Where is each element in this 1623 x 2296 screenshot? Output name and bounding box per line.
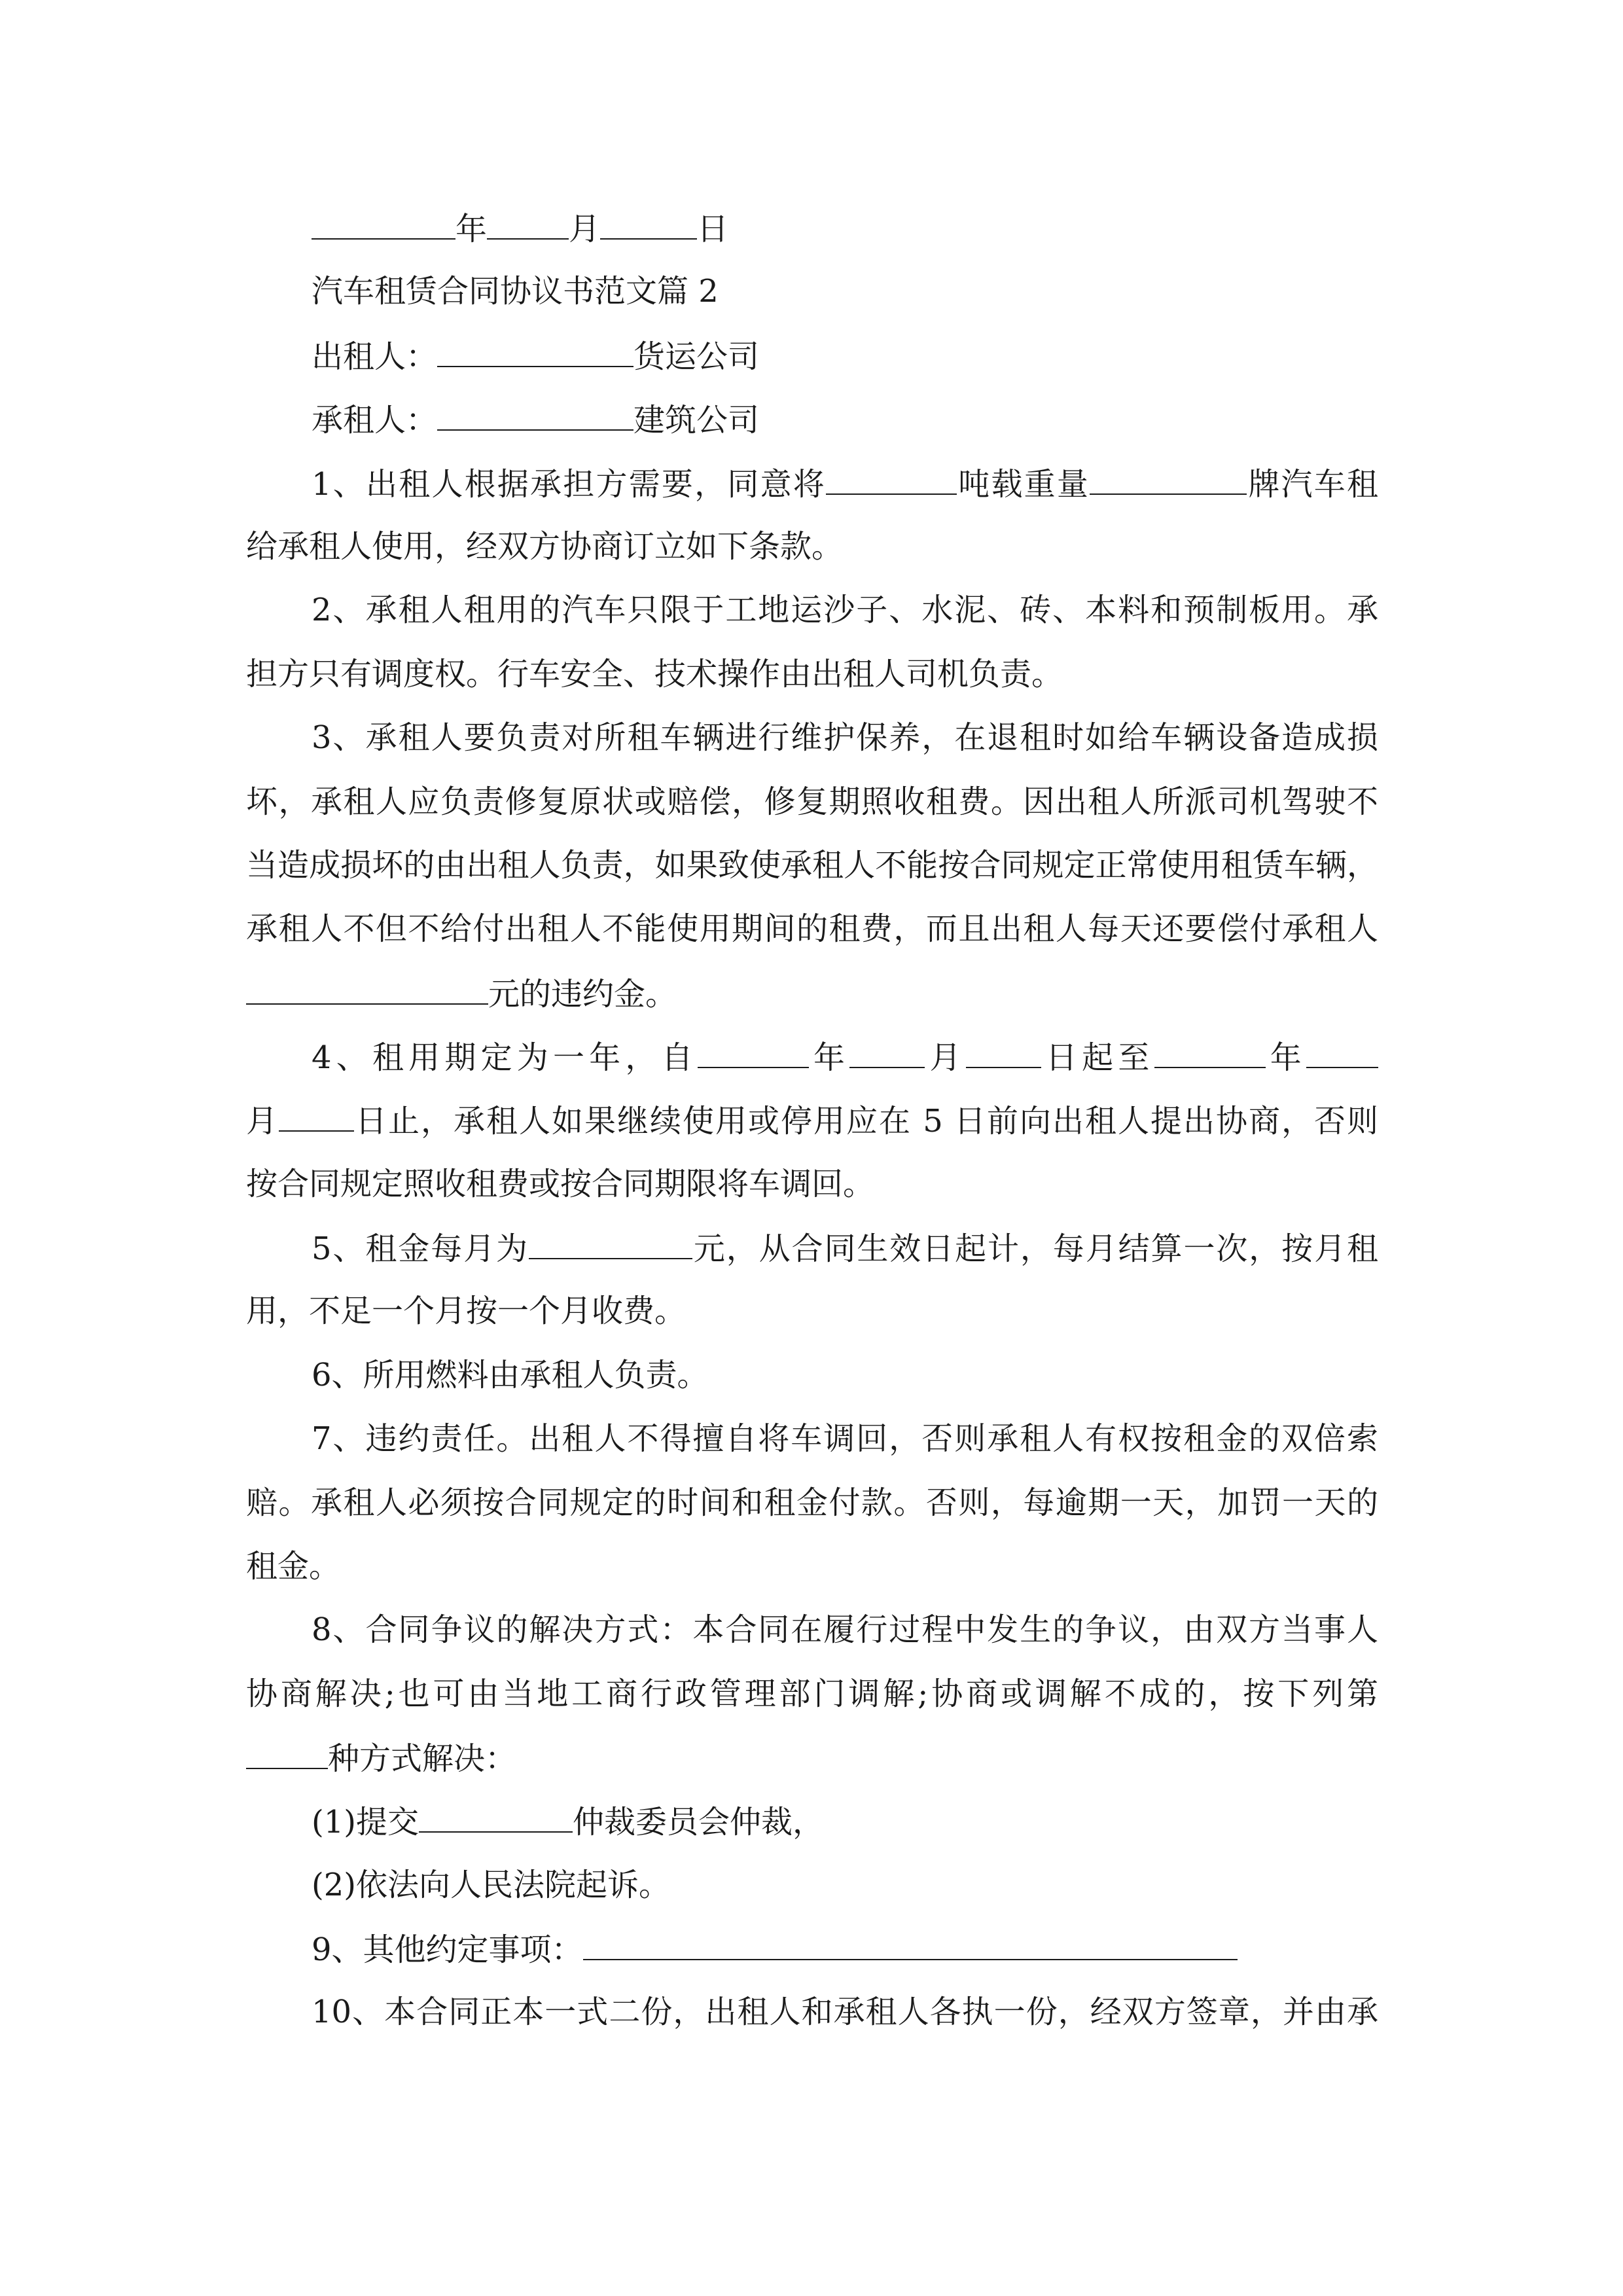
- tonnage-blank: [826, 463, 957, 495]
- lessor-suffix: 货运公司: [633, 338, 760, 375]
- clause-3-line-2: 坏，承租人应负责修复原状或赔偿，修复期照收租费。因出租人所派司机驾驶不: [246, 783, 1378, 820]
- end-month-blank-part: [1306, 1037, 1378, 1068]
- clause-1-line-2: 给承租人使用，经双方协商订立如下条款。: [246, 528, 844, 565]
- clause-9-text: 9、其他约定事项：: [312, 1931, 583, 1968]
- arbitration-committee-blank: [419, 1801, 573, 1833]
- option-1-text-a: (1)提交: [312, 1804, 419, 1840]
- lessor-line: [312, 336, 1444, 376]
- lessee-suffix: 建筑公司: [633, 402, 760, 439]
- penalty-amount-blank: [246, 973, 488, 1005]
- clause-8-option-1: [312, 1801, 1444, 1842]
- end-year-blank: [1154, 1037, 1266, 1068]
- clause-4-month-2: 月: [246, 1103, 279, 1139]
- lessor-blank: [437, 336, 633, 367]
- clause-4-month-1: 月: [925, 1039, 966, 1076]
- clause-8-line-3: [246, 1738, 1378, 1778]
- clause-2-line-1: 2、承租人租用的汽车只限于工地运沙子、水泥、砖、本料和预制板用。承: [312, 592, 1378, 628]
- clause-3-line-1: 3、承租人要负责对所租车辆进行维护保养，在退租时如给车辆设备造成损: [312, 719, 1378, 756]
- clause-1-text-b: 吨载重量: [957, 466, 1090, 503]
- brand-blank: [1090, 463, 1247, 495]
- clause-4-text-g: 日止，承租人如果继续使用或停用应在 5 日前向出租人提出协商，否则: [354, 1103, 1378, 1139]
- clause-8-line-1: 8、合同争议的解决方式：本合同在履行过程中发生的争议，由双方当事人: [312, 1611, 1378, 1648]
- month-label: 月: [569, 211, 601, 247]
- clause-1-text-a: 1、出租人根据承担方需要，同意将: [312, 466, 827, 503]
- start-day-blank: [966, 1037, 1041, 1068]
- clause-10-line-1: 10、本合同正本一式二份，出租人和承租人各执一份，经双方签章，并由承: [312, 1994, 1378, 2030]
- end-day-blank: [279, 1100, 354, 1132]
- clause-4-text-d: 日起至: [1041, 1039, 1154, 1076]
- clause-5-text-a: 5、租金每月为: [312, 1230, 529, 1267]
- clause-4-year-2: 年: [1265, 1039, 1306, 1076]
- clause-7-line-2: 赔。承租人必须按合同规定的时间和租金付款。否则，每逾期一天，加罚一天的: [246, 1484, 1378, 1521]
- clause-8-option-2: (2)依法向人民法院起诉。: [312, 1867, 670, 1903]
- monthly-rent-blank: [529, 1228, 692, 1259]
- clause-4-line-1: [312, 1037, 1378, 1077]
- other-terms-blank: [583, 1929, 1238, 1960]
- date-line: [312, 208, 1444, 249]
- lessor-label: 出租人：: [312, 338, 438, 375]
- clause-4-line-2: [246, 1100, 1378, 1141]
- clause-5-line-2: 用，不足一个月按一个月收费。: [246, 1293, 687, 1329]
- lessee-label: 承租人：: [312, 402, 438, 439]
- clause-7-line-3: 租金。: [246, 1548, 341, 1585]
- dispute-option-blank: [246, 1738, 328, 1769]
- clause-3-line-5: [246, 973, 1378, 1014]
- clause-4-year-1: 年: [808, 1039, 850, 1076]
- clause-4-line-3: 按合同规定照收租费或按合同期限将车调回。: [246, 1166, 875, 1202]
- clause-1-line-1: [312, 463, 1378, 504]
- clause-8-text-end: 种方式解决：: [328, 1740, 517, 1777]
- year-label: 年: [455, 211, 488, 247]
- clause-1-text-c: 牌汽车租: [1247, 466, 1378, 503]
- lessee-line: [312, 399, 1444, 440]
- clause-4-text-a: 4、租用期定为一年，自: [312, 1039, 698, 1076]
- day-blank: [600, 208, 697, 240]
- clause-8-line-2: 协商解决;也可由当地工商行政管理部门调解;协商或调解不成的，按下列第: [246, 1676, 1378, 1712]
- document-title: 汽车租赁合同协议书范文篇 2: [312, 273, 719, 310]
- clause-6: 6、所用燃料由承租人负责。: [312, 1357, 709, 1393]
- lessee-blank: [437, 399, 633, 431]
- clause-3-text-end: 元的违约金。: [488, 976, 677, 1013]
- year-blank: [312, 208, 455, 240]
- start-month-blank: [849, 1037, 925, 1068]
- start-year-blank: [698, 1037, 809, 1068]
- clause-9: [312, 1929, 1444, 1969]
- option-1-text-b: 仲裁委员会仲裁，: [573, 1804, 825, 1840]
- clause-3-line-4: 承租人不但不给付出租人不能使用期间的租费，而且出租人每天还要偿付承租人: [246, 910, 1378, 947]
- clause-2-line-2: 担方只有调度权。行车安全、技术操作由出租人司机负责。: [246, 656, 1063, 692]
- clause-7-line-1: 7、违约责任。出租人不得擅自将车调回，否则承租人有权按租金的双倍索: [312, 1420, 1378, 1457]
- month-blank: [487, 208, 569, 240]
- clause-5-line-1: [312, 1228, 1378, 1268]
- day-label: 日: [697, 211, 729, 247]
- clause-3-line-3: 当造成损坏的由出租人负责，如果致使承租人不能按合同规定正常使用租赁车辆，: [246, 847, 1378, 884]
- clause-5-text-b: 元，从合同生效日起计，每月结算一次，按月租: [692, 1230, 1378, 1267]
